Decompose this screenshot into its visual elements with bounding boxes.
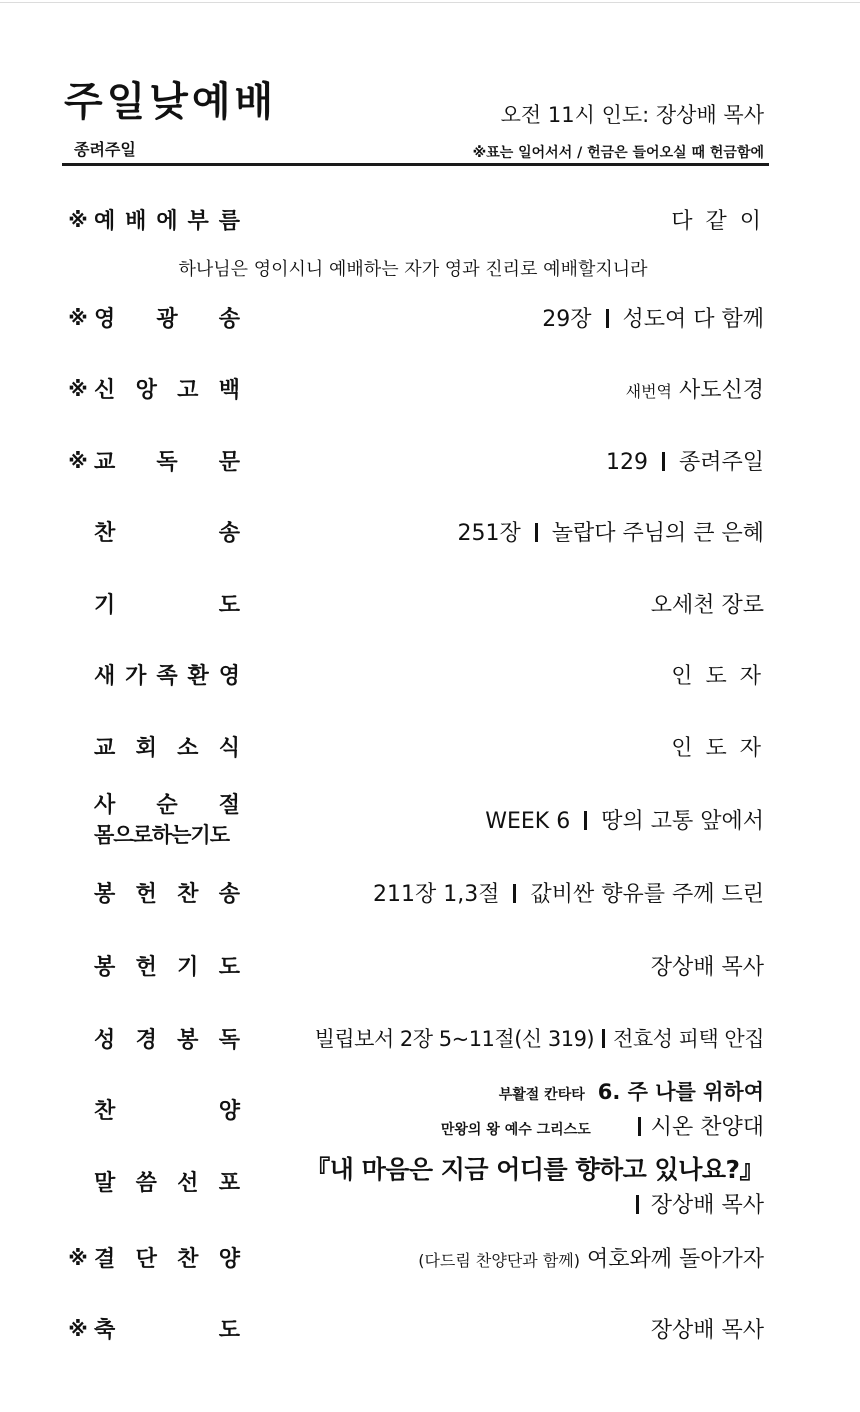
separator-bar xyxy=(662,452,665,471)
stand-mark: ※ xyxy=(68,207,88,232)
hymn-title: 성도여 다 함께 xyxy=(622,307,764,332)
scripture-passage: 빌립보서 2장 5~11절(신 319) xyxy=(314,1027,595,1051)
item-label xyxy=(94,588,240,619)
label-char: 찬 xyxy=(177,882,199,907)
sermon-preacher-line xyxy=(636,1188,764,1219)
item-value xyxy=(542,302,764,333)
label-char: 독 xyxy=(218,1028,240,1053)
label-char: 에 xyxy=(156,209,178,234)
separator-bar xyxy=(535,523,538,542)
item-value xyxy=(418,1242,764,1273)
item-label xyxy=(94,1023,240,1054)
response-note: (다드림 찬양단과 함께) xyxy=(418,1251,580,1270)
order-anthem xyxy=(62,1076,764,1142)
label-char: 영 xyxy=(94,307,116,332)
label-char: 신 xyxy=(94,378,116,403)
order-sermon xyxy=(62,1150,764,1220)
anthem-line-1 xyxy=(499,1076,764,1106)
cantata-name: 만왕의 왕 예수 그리스도 xyxy=(440,1122,591,1138)
sermon-title: 『내 마음은 지금 어디를 향하고 있나요?』 xyxy=(305,1155,764,1184)
label-char: 회 xyxy=(135,736,157,761)
label-char: 도 xyxy=(218,593,240,618)
order-hymn xyxy=(62,516,764,548)
item-label xyxy=(94,788,240,819)
order-creed xyxy=(62,373,764,405)
stand-mark: ※ xyxy=(68,305,88,330)
item-label xyxy=(94,302,240,333)
label-char: 경 xyxy=(135,1028,157,1053)
label-char: 백 xyxy=(218,378,240,403)
item-value: 다 같 이 xyxy=(671,209,764,234)
lent-week: WEEK 6 xyxy=(485,809,571,834)
creed-value: 사도신경 xyxy=(678,378,764,403)
item-value xyxy=(626,373,764,404)
item-value: 장상배 목사 xyxy=(650,955,764,980)
label-char: 배 xyxy=(125,209,147,234)
order-lent-prayer xyxy=(62,788,764,852)
order-scripture xyxy=(62,1023,764,1055)
label-char: 광 xyxy=(156,307,178,332)
header-divider xyxy=(62,163,769,166)
label-char: 도 xyxy=(218,955,240,980)
label-char: 찬 xyxy=(94,521,116,546)
label-char: 말 xyxy=(94,1171,116,1196)
label-char: 송 xyxy=(218,882,240,907)
label-char: 포 xyxy=(218,1171,240,1196)
label-char: 절 xyxy=(218,793,240,818)
order-doxology xyxy=(62,302,764,334)
label-char: 단 xyxy=(135,1247,157,1272)
anthem-choir: 시온 찬양대 xyxy=(650,1115,764,1140)
lent-title: 땅의 고통 앞에서 xyxy=(601,809,764,834)
label-char: 새 xyxy=(94,664,116,689)
item-value xyxy=(373,877,764,908)
label-char: 소 xyxy=(177,736,199,761)
separator-bar xyxy=(638,1117,641,1136)
label-char: 헌 xyxy=(135,955,157,980)
item-label xyxy=(94,445,240,476)
label-char: 씀 xyxy=(135,1171,157,1196)
label-char: 교 xyxy=(94,736,116,761)
label-char: 선 xyxy=(177,1171,199,1196)
order-prayer xyxy=(62,588,764,620)
hymn-number: 211장 1,3절 xyxy=(373,882,500,907)
label-char: 양 xyxy=(218,1247,240,1272)
sunday-subtitle: 종려주일 xyxy=(74,140,136,159)
hymn-number: 251장 xyxy=(457,521,521,546)
label-char: 부 xyxy=(187,209,209,234)
separator-bar xyxy=(584,811,587,830)
label-char: 고 xyxy=(177,378,199,403)
label-char: 송 xyxy=(218,521,240,546)
order-welcome xyxy=(62,659,764,691)
label-char: 축 xyxy=(94,1318,116,1343)
label-char: 성 xyxy=(94,1028,116,1053)
label-char: 기 xyxy=(177,955,199,980)
reading-number: 129 xyxy=(605,450,648,475)
call-verse: 하나님은 영이시니 예배하는 자가 영과 진리로 예배할지니라 xyxy=(178,259,648,280)
sermon-preacher: 장상배 목사 xyxy=(650,1193,764,1218)
label-char: 사 xyxy=(94,793,116,818)
stand-mark: ※ xyxy=(68,376,88,401)
label-char: 도 xyxy=(218,1318,240,1343)
hymn-title: 값비싼 향유를 주께 드린 xyxy=(530,882,764,907)
scripture-reader: 전효성 피택 안집 xyxy=(613,1027,764,1051)
label-char: 봉 xyxy=(94,955,116,980)
item-value xyxy=(315,1023,764,1053)
creed-note: 새번역 xyxy=(625,382,672,401)
separator-bar xyxy=(602,1029,605,1048)
label-char: 족 xyxy=(156,664,178,689)
order-announcements xyxy=(62,731,764,763)
label-char: 기 xyxy=(94,593,116,618)
cantata-label: 부활절 칸타타 xyxy=(498,1087,585,1103)
item-value xyxy=(606,445,764,476)
item-label-sub: 몸으로하는기도 xyxy=(94,823,230,847)
item-value: 인 도 자 xyxy=(671,664,764,689)
order-call-to-worship xyxy=(62,204,764,236)
item-value: 인 도 자 xyxy=(671,736,764,761)
item-label xyxy=(94,516,240,547)
item-value: 장상배 목사 xyxy=(650,1318,764,1343)
stand-mark: ※ xyxy=(68,1316,88,1341)
item-label xyxy=(94,373,240,404)
item-label xyxy=(94,1313,240,1344)
label-char: 송 xyxy=(218,307,240,332)
label-char: 헌 xyxy=(135,882,157,907)
anthem-song: 6. 주 나를 위하여 xyxy=(597,1080,764,1104)
anthem-line-2 xyxy=(441,1110,764,1141)
separator-bar xyxy=(606,309,609,328)
label-char: 앙 xyxy=(135,378,157,403)
item-label xyxy=(94,1242,240,1273)
order-offering-hymn xyxy=(62,877,764,909)
label-char: 봉 xyxy=(94,882,116,907)
item-value xyxy=(485,804,764,835)
label-char: 찬 xyxy=(177,1247,199,1272)
label-char: 문 xyxy=(218,450,240,475)
label-char: 순 xyxy=(156,793,178,818)
label-char: 양 xyxy=(218,1099,240,1124)
separator-bar xyxy=(513,884,516,903)
label-char: 예 xyxy=(94,209,116,234)
label-char: 결 xyxy=(94,1247,116,1272)
label-char: 식 xyxy=(218,736,240,761)
separator-bar xyxy=(636,1195,639,1214)
reading-title: 종려주일 xyxy=(678,450,764,475)
item-label xyxy=(94,659,240,690)
order-offering-prayer xyxy=(62,950,764,982)
label-char: 교 xyxy=(94,450,116,475)
service-time: 오전 11시 인도: 장상배 목사 xyxy=(500,103,764,127)
page-top-edge xyxy=(0,2,860,3)
order-benediction xyxy=(62,1313,764,1345)
stand-mark: ※ xyxy=(68,448,88,473)
item-value xyxy=(458,516,765,547)
item-label xyxy=(94,731,240,762)
item-label xyxy=(94,1166,240,1197)
stand-mark: ※ xyxy=(68,1245,88,1270)
standing-notice: ※표는 일어서서 / 헌금은 들어오실 때 헌금함에 xyxy=(472,145,764,161)
label-char: 찬 xyxy=(94,1099,116,1124)
item-label xyxy=(94,950,240,981)
response-title: 여호와께 돌아가자 xyxy=(586,1247,764,1272)
label-char: 가 xyxy=(125,664,147,689)
order-responsive-reading xyxy=(62,445,764,477)
item-label xyxy=(94,1094,240,1125)
item-value: 오세천 장로 xyxy=(650,593,764,618)
item-label xyxy=(94,877,240,908)
item-label xyxy=(94,204,240,235)
page-title: 주일낮예배 xyxy=(64,79,278,125)
label-char: 름 xyxy=(218,209,240,234)
hymn-title: 놀랍다 주님의 큰 은혜 xyxy=(551,521,764,546)
label-char: 봉 xyxy=(177,1028,199,1053)
hymn-number: 29장 xyxy=(542,307,592,332)
label-char: 독 xyxy=(156,450,178,475)
label-char: 영 xyxy=(218,664,240,689)
order-response-hymn xyxy=(62,1242,764,1274)
label-char: 환 xyxy=(187,664,209,689)
